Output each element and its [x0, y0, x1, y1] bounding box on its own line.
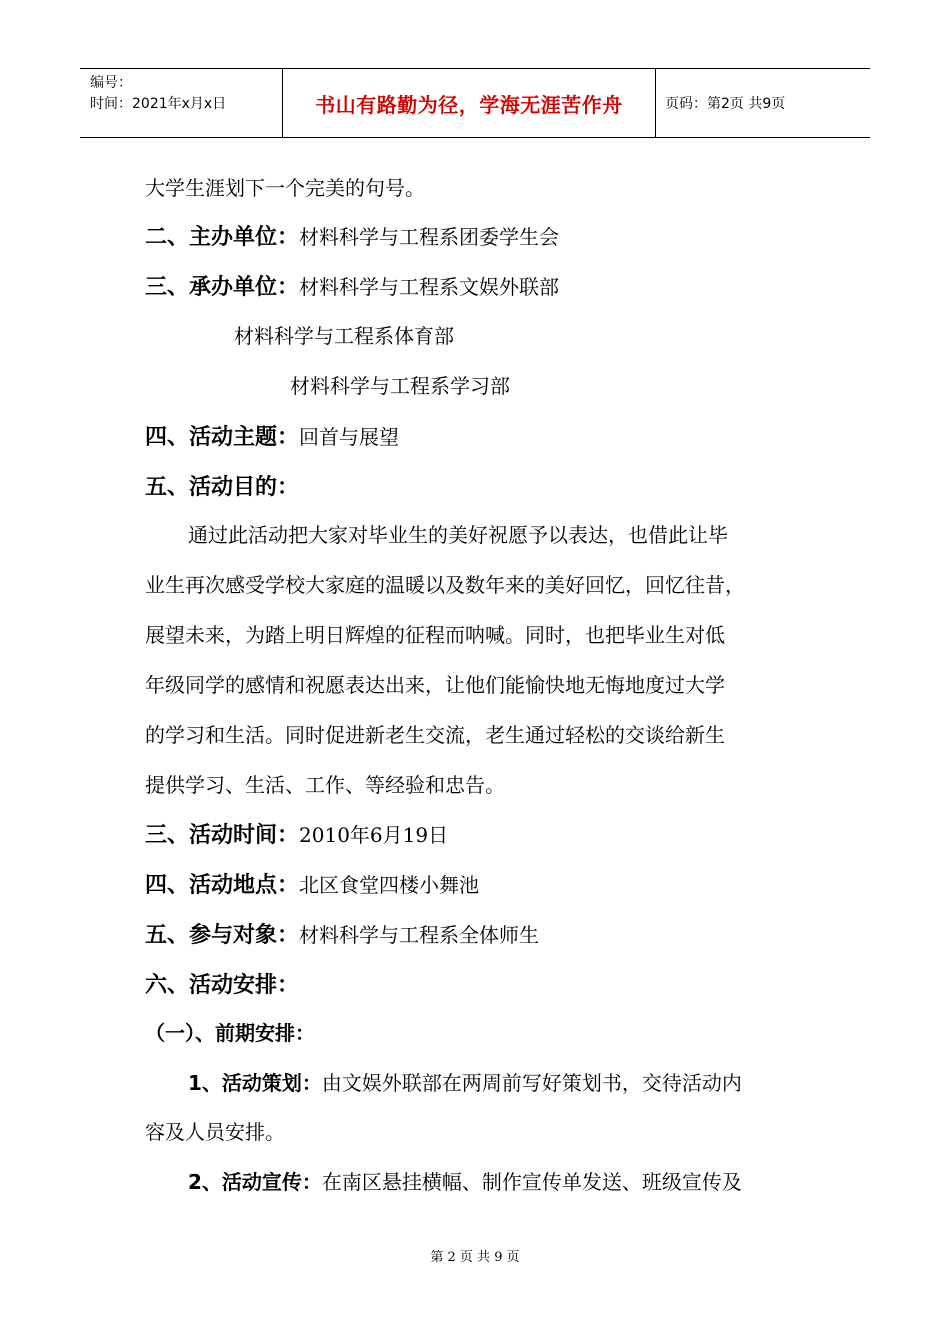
participants-value: 材料科学与工程系全体师生: [299, 923, 540, 947]
purpose-line: 展望未来，为踏上明日辉煌的征程而呐喊。同时，也把毕业生对低: [145, 623, 725, 647]
header-number-label: 编号：: [90, 75, 132, 91]
theme-row: [145, 420, 399, 451]
place-heading: 四、活动地点：: [145, 873, 300, 898]
early-arrangement-heading: （一）、前期安排：: [145, 1021, 315, 1045]
purpose-heading-row: [145, 470, 299, 501]
item2-row: [188, 1166, 742, 1195]
time-row: [145, 818, 448, 849]
theme-heading: 四、活动主题：: [145, 425, 300, 450]
organizer-heading: 二、主办单位：: [145, 225, 300, 250]
purpose-line: 的学习和生活。同时促进新老生交流，老生通过轻松的交谈给新生: [145, 723, 725, 747]
intro-tail: 大学生涯划下一个完美的句号。: [145, 176, 425, 200]
purpose-heading: 五、活动目的：: [145, 475, 300, 500]
item1-text: 由文娱外联部在两周前写好策划书，交待活动内: [321, 1071, 742, 1095]
theme-value: 回首与展望: [299, 425, 400, 449]
organizer-row: [145, 220, 559, 251]
host-value-3: 材料科学与工程系学习部: [290, 374, 510, 398]
participants-heading: 五、参与对象：: [145, 923, 300, 948]
time-value: 2010年6月19日: [299, 823, 449, 847]
item2-label: 2、活动宣传：: [188, 1170, 322, 1194]
organizer-value: 材料科学与工程系团委学生会: [299, 225, 560, 249]
header-motto-cell: [282, 69, 656, 137]
arrangement-heading: 六、活动安排：: [145, 973, 300, 998]
purpose-line: 提供学习、生活、工作、等经验和忠告。: [145, 773, 505, 797]
purpose-line: 通过此活动把大家对毕业生的美好祝愿予以表达，也借此让毕: [188, 523, 728, 547]
place-row: [145, 868, 479, 899]
header-page-info: 页码：第2页 共9页: [665, 96, 786, 112]
host-row: [145, 270, 559, 301]
item2-text: 在南区悬挂横幅、制作宣传单发送、班级宣传及: [321, 1170, 742, 1194]
item1-row: [188, 1067, 742, 1096]
early-arrangement-row: [145, 1017, 315, 1046]
place-value: 北区食堂四楼小舞池: [299, 873, 480, 897]
item1-continuation: 容及人员安排。: [145, 1120, 285, 1144]
time-heading: 三、活动时间：: [145, 823, 300, 848]
participants-row: [145, 918, 539, 949]
host-heading: 三、承办单位：: [145, 275, 300, 300]
header-meta: [80, 69, 282, 137]
purpose-line: 年级同学的感情和祝愿表达出来，让他们能愉快地无悔地度过大学: [145, 673, 725, 697]
page-footer: 第 2 页 共 9 页: [430, 1250, 520, 1265]
host-value-1: 材料科学与工程系文娱外联部: [299, 275, 560, 299]
item1-label: 1、活动策划：: [188, 1071, 322, 1095]
header-time-label: 时间：2021年x月x日: [90, 96, 227, 112]
document-header: [80, 68, 870, 138]
header-motto: 书山有路勤为径，学海无涯苦作舟: [315, 92, 623, 117]
arrangement-row: [145, 968, 299, 999]
host-value-2: 材料科学与工程系体育部: [234, 324, 454, 348]
purpose-line: 业生再次感受学校大家庭的温暖以及数年来的美好回忆，回忆往昔，: [145, 573, 745, 597]
